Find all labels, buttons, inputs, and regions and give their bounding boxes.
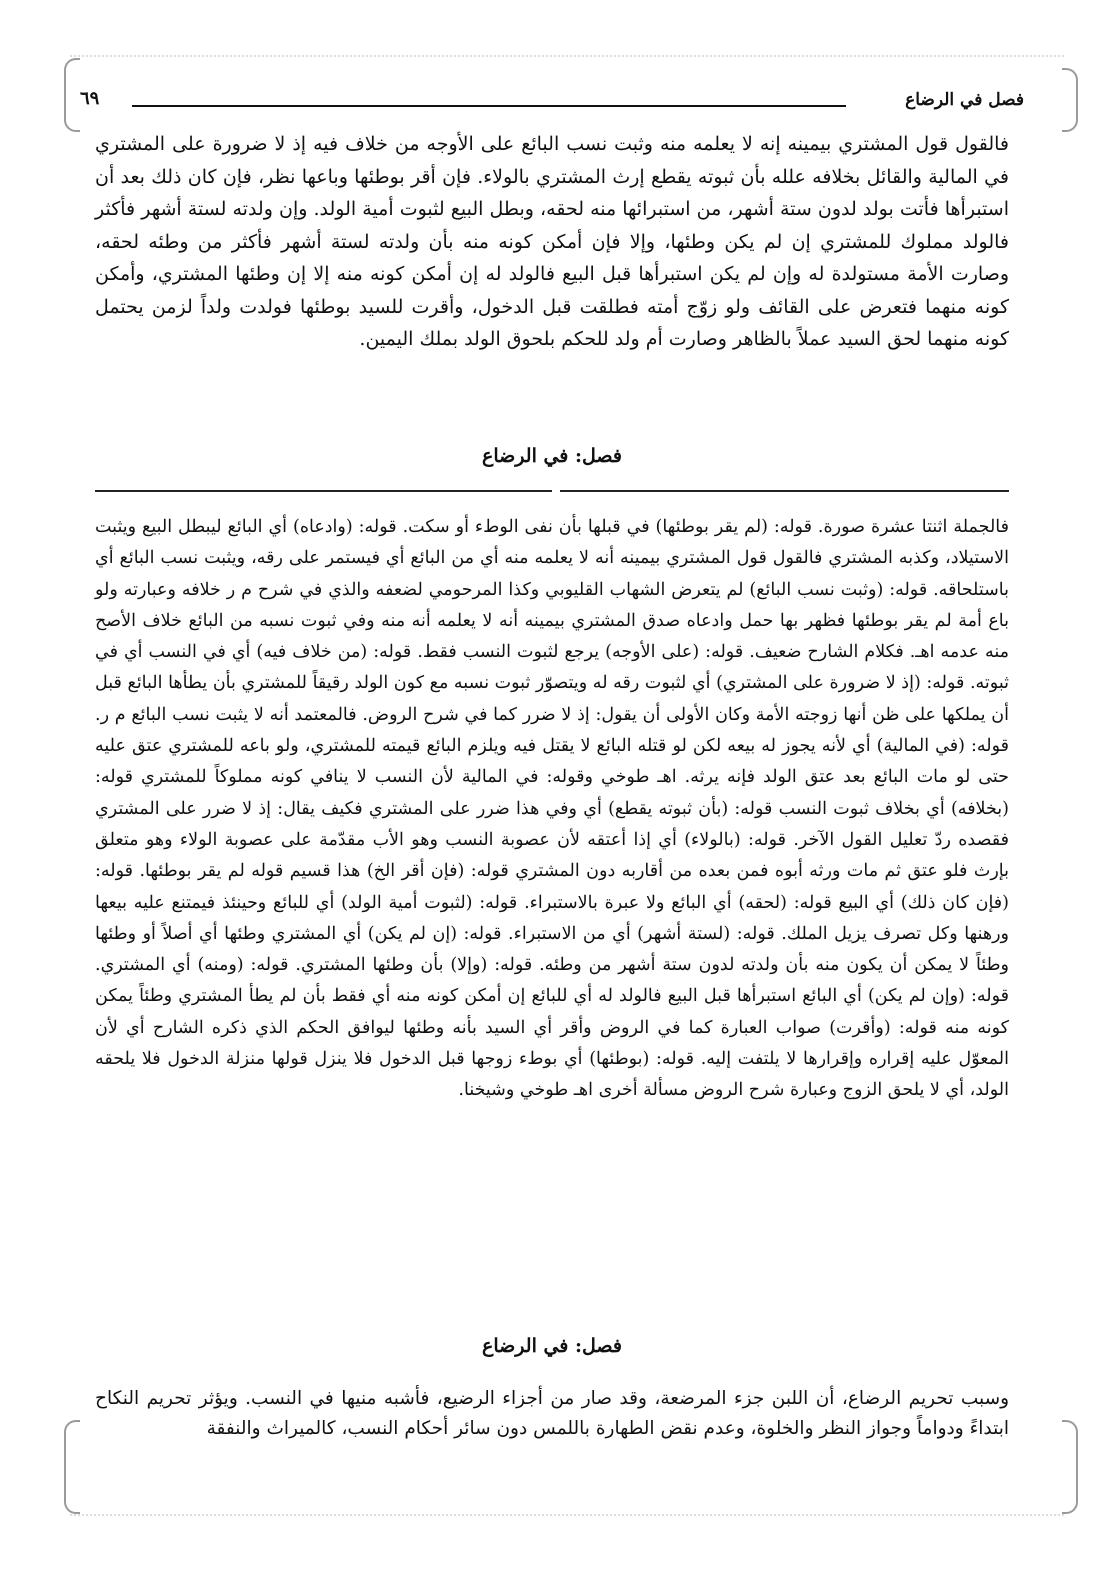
section-heading: فصل: في الرضاع [482,445,622,467]
section-body-text: وسبب تحريم الرضاع، أن اللبن جزء المرضعة، وقد صار من أجزاء الرضيع، فأشبه منيها في النسب. ويؤثر تحريم النكاح ابتداءً ودواماً وجواز النظر والخلوة، وعدم نقض الطهارة باللمس دون سائر أحكام النسب، كالميراث والنفقة [95,1388,1009,1439]
page-corner-ornament [64,58,80,132]
header-rule [132,105,846,107]
commentary-divider [95,490,1009,498]
main-text: فالقول قول المشتري بيمينه إنه لا يعلمه منه وثبت نسب البائع على الأوجه من خلاف فيه إذ لا ضرورة على المشتري في المالية والقائل بخلافه علله بأن ثبوته يقطع إرث المشتري بالولاء. فإن أقر بوطئها وباعها نظر، فإن كان ذلك بعد أن استبرأها فأتت بولد لدون ستة أشهر، من استبرائها منه لحقه، وبطل البيع لثبوت أمية الولد. وإن ولدته لستة أشهر فأكثر فالولد مملوك للمشتري إن لم يكن وطئها، وإلا فإن أمكن كونه منه بأن ولدته لستة أشهر فأكثر من وطئه لحقه، وصارت الأمة مستولدة له وإن لم يكن استبرأها قبل البيع فالولد له إن أمكن كونه منه إلا إن وطئها المشتري، وأمكن كونه منهما فتعرض على القائف ولو زوّج أمته فطلقت قبل الدخول، وأقرت للسيد بوطئها فولدت ولداً لزمن يحتمل كونه منهما لحق السيد عملاً بالظاهر وصارت أم ولد للحكم بلحوق الولد بملك اليمين. [95,133,1009,350]
page-corner-ornament [1062,68,1078,132]
scan-edge-top [70,55,1064,71]
page-corner-ornament [1062,1420,1078,1514]
page-header [80,88,1024,118]
scan-edge-bottom [70,1500,1064,1516]
section-heading: فصل: في الرضاع [482,1335,622,1357]
commentary-text: فالجملة اثنتا عشرة صورة. قوله: (لم يقر بوطئها) في قبلها بأن نفى الوطء أو سكت. قوله: (وادعاه) أي البائع ليبطل البيع ويثبت الاستيلاد، وكذبه المشتري فالقول قول المشتري بيمينه أنه لا يعلمه منه أي من البائع أي فيستمر على رقه، ويثبت نسب البائع أي باستلحاقه. قوله: (وثبت نسب البائع) لم يتعرض الشهاب القليوبي وكذا المرحومي لضعفه والذي في شرح م ر خلافه وعبارته ولو باع أمة لم يقر بوطئها فظهر بها حمل وادعاه صدق المشتري بيمينه أنه لا يعلمه أنه منه وفي ثبوت نسبه من البائع خلاف الأصح منه عدمه اهـ. فكلام الشارح ضعيف. قوله: (على الأوجه) يرجع لثبوت النسب فقط. قوله: (من خلاف فيه) أي في النسب أي في ثبوته. قوله: (إذ لا ضرورة على المشتري) أي لثبوت رقه له ويتصوّر ثبوت نسبه مع كون الولد رقيقاً للمشتري بأن يطأها البائع قبل أن يملكها على ظن أنها زوجته الأمة وكان الأولى أن يقول: إذ لا ضرر كما في شرح الروض. فالمعتمد أنه لا يثبت نسب البائع م ر. قوله: (في المالية) أي لأنه يجوز له بيعه لكن لو قتله البائع لا يقتل فيه ويلزم البائع قيمته للمشتري، ولو باعه للمشتري عتق عليه حتى لو مات البائع بعد عتق الولد فإنه يرثه. اهـ طوخي وقوله: في المالية لأن النسب لا ينافي كونه مملوكاً للمشتري قوله: (بخلافه) أي بخلاف ثبوت النسب قوله: (بأن ثبوته يقطع) أي وفي هذا ضرر على المشتري فكيف يقال: إذ لا ضرر على المشتري فقصده ردّ تعليل القول الآخر. قوله: (بالولاء) أي إذا أعتقه لأن عصوبة النسب وهو الأب مقدّمة على عصوبة الولاء وهو متعلق بإرث فلو عتق ثم مات ورثه أبوه فمن بعده من أقاربه دون المشتري قوله: (فإن أقر الخ) هذا قسيم قوله لم يقر بوطئها. قوله: (فإن كان ذلك) أي البيع قوله: (لحقه) أي البائع ولا عبرة بالاستبراء. قوله: (لثبوت أمية الولد) أي للبائع وحينئذ فيمتنع عليه بيعها ورهنها وكل تصرف يزيل الملك. قوله: (لستة أشهر) أي من الاستبراء. قوله: (إن لم يكن) أي المشتري وطئها أي أصلاً أو وطئها وطئاً لا يمكن أن يكون منه بأن ولدته لدون ستة أشهر من وطئه. قوله: (وإلا) بأن وطئها المشتري. قوله: (ومنه) أي المشتري. قوله: (وإن لم يكن) أي البائع استبرأها قبل البيع فالولد له أي للبائع إن أمكن كونه منه أي فقط بأن لم يطأ المشتري وطئاً يمكن كونه منه قوله: (وأقرت) صواب العبارة كما في الروض وأقر أي السيد بأنه وطئها ليوافق الحكم الذي ذكره الشارح أي لأن المعوّل عليه إقراره وإقرارها لا يلتفت إليه. قوله: (بوطئها) أي بوطء زوجها قبل الدخول فلا ينزل قولها منزلة الدخول فلا يلحقه الولد، أي لا يلحق الزوج وعبارة شرح الروض مسألة أخرى اهـ طوخي وشيخنا. [95,517,1009,1101]
page-number: ٦٩ [80,88,100,109]
page-corner-ornament [64,1420,80,1514]
running-title: فصل في الرضاع [905,90,1024,110]
